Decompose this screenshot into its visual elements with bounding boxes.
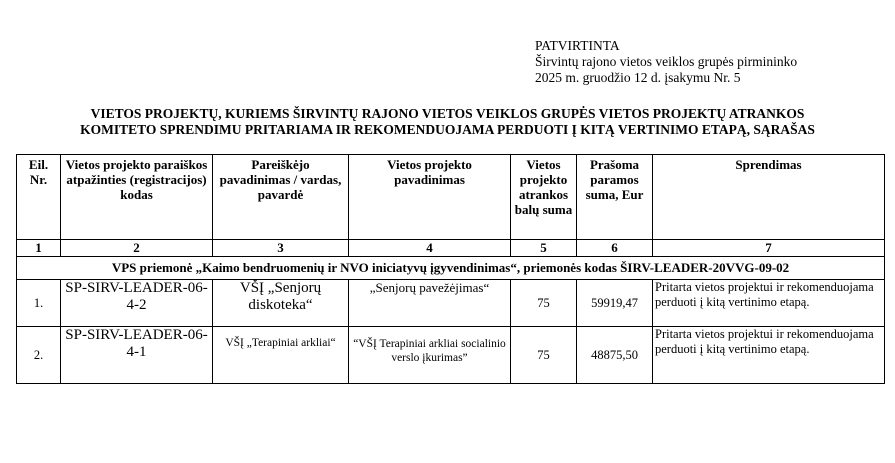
approval-authority: Širvintų rajono vietos veiklos grupės pirmininko [535, 54, 798, 69]
approval-title: PATVIRTINTA [535, 38, 620, 53]
header-amount: Prašoma paramos suma, Eur [577, 155, 653, 240]
column-number: 1 [17, 240, 61, 257]
table-row [17, 327, 885, 384]
document-title-line-2: KOMITETO SPRENDIMU PRITARIAMA IR REKOMENDUOJAMA PERDUOTI Į KITĄ VERTINIMO ETAPĄ, SĄRAŠAS [80, 122, 815, 137]
row-project-name: “VŠĮ Terapiniai arkliai socialinio verslo įkurimas” [349, 327, 511, 384]
row-applicant: VŠĮ „Senjorų diskoteka“ [213, 280, 349, 327]
column-number: 6 [577, 240, 653, 257]
header-row [17, 155, 885, 240]
header-code: Vietos projekto paraiškos atpažinties (registracijos) kodas [61, 155, 213, 240]
header-score: Vietos projekto atrankos balų suma [511, 155, 577, 240]
header-decision: Sprendimas [653, 155, 885, 240]
row-applicant: VŠĮ „Terapiniai arkliai“ [213, 327, 349, 384]
row-amount: 48875,50 [577, 327, 653, 384]
header-index: Eil. Nr. [17, 155, 61, 240]
header-applicant: Pareiškėjo pavadinimas / vardas, pavardė [213, 155, 349, 240]
measure-title: VPS priemonė „Kaimo bendruomenių ir NVO iniciatyvų įgyvendinimas“, priemonės kodas ŠIRV-LEADER-20VVG-09-02 [17, 257, 885, 280]
row-project-name: „Senjorų pavežėjimas“ [349, 280, 511, 327]
table-row [17, 280, 885, 327]
row-index: 1. [17, 280, 61, 327]
row-score: 75 [511, 327, 577, 384]
row-code: SP-SIRV-LEADER-06-4-2 [61, 280, 213, 327]
column-number-row [17, 240, 885, 257]
approval-block [535, 38, 797, 86]
column-number: 2 [61, 240, 213, 257]
document-title [0, 106, 895, 138]
document-title-line-1: VIETOS PROJEKTŲ, KURIEMS ŠIRVINTŲ RAJONO VIETOS VEIKLOS GRUPĖS VIETOS PROJEKTŲ ATRANKOS [90, 106, 805, 121]
row-amount: 59919,47 [577, 280, 653, 327]
projects-table [16, 154, 885, 384]
column-number: 4 [349, 240, 511, 257]
measure-row [17, 257, 885, 280]
row-code: SP-SIRV-LEADER-06-4-1 [61, 327, 213, 384]
approval-order: 2025 m. gruodžio 12 d. įsakymu Nr. 5 [535, 70, 741, 85]
column-number: 3 [213, 240, 349, 257]
row-decision: Pritarta vietos projektui ir rekomenduojama perduoti į kitą vertinimo etapą. [653, 280, 885, 327]
row-decision: Pritarta vietos projektui ir rekomenduojama perduoti į kitą vertinimo etapą. [653, 327, 885, 384]
row-score: 75 [511, 280, 577, 327]
row-index: 2. [17, 327, 61, 384]
column-number: 5 [511, 240, 577, 257]
header-project-name: Vietos projekto pavadinimas [349, 155, 511, 240]
column-number: 7 [653, 240, 885, 257]
